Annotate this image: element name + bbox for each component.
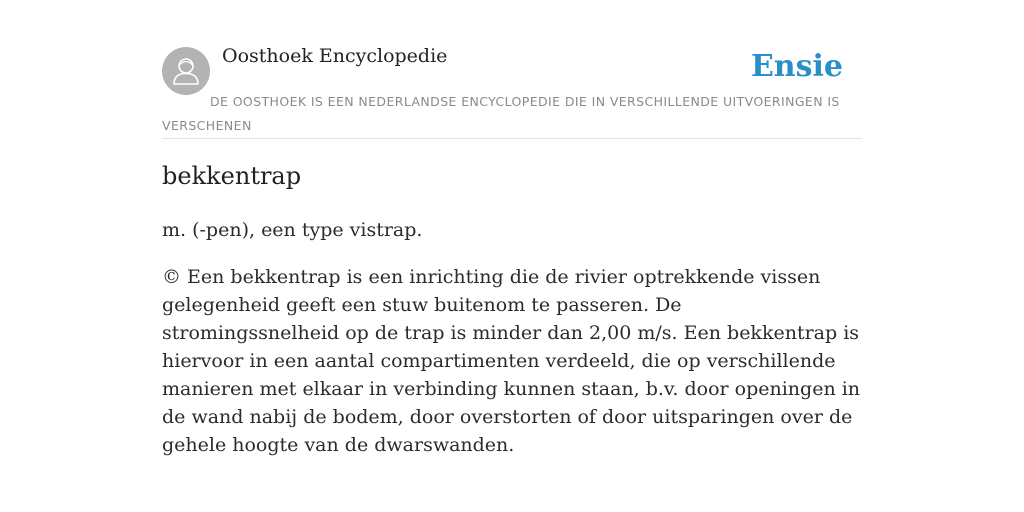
- site-name[interactable]: Oosthoek Encyclopedie: [222, 45, 448, 67]
- entry-definition: m. (-pen), een type vistrap.: [162, 219, 423, 241]
- header: [162, 0, 862, 139]
- entry-title: bekkentrap: [162, 162, 302, 190]
- avatar[interactable]: [162, 47, 210, 95]
- entry-body: © Een bekkentrap is een inrichting die de rivier optrekkende vissen gelegenheid geeft een stuw buitenom te passeren. De stromingssnelheid op de trap is minder dan 2,00 m/s. Een bekkentrap is hiervoor in een aantal compartimenten verdeeld, die op verschillende manieren met elkaar in verbinding kunnen staan, b.v. door openingen in de wand nabij de bodem, door overstorten of door uitsparingen over de gehele hoogte van de dwarswanden.: [162, 266, 861, 456]
- user-icon: [162, 47, 210, 95]
- content-container: [162, 0, 862, 456]
- brand-logo[interactable]: Ensie: [750, 49, 843, 84]
- site-tagline: DE OOSTHOEK IS EEN NEDERLANDSE ENCYCLOPEDIE DIE IN VERSCHILLENDE UITVOERINGEN IS VERSCHENEN: [162, 94, 840, 133]
